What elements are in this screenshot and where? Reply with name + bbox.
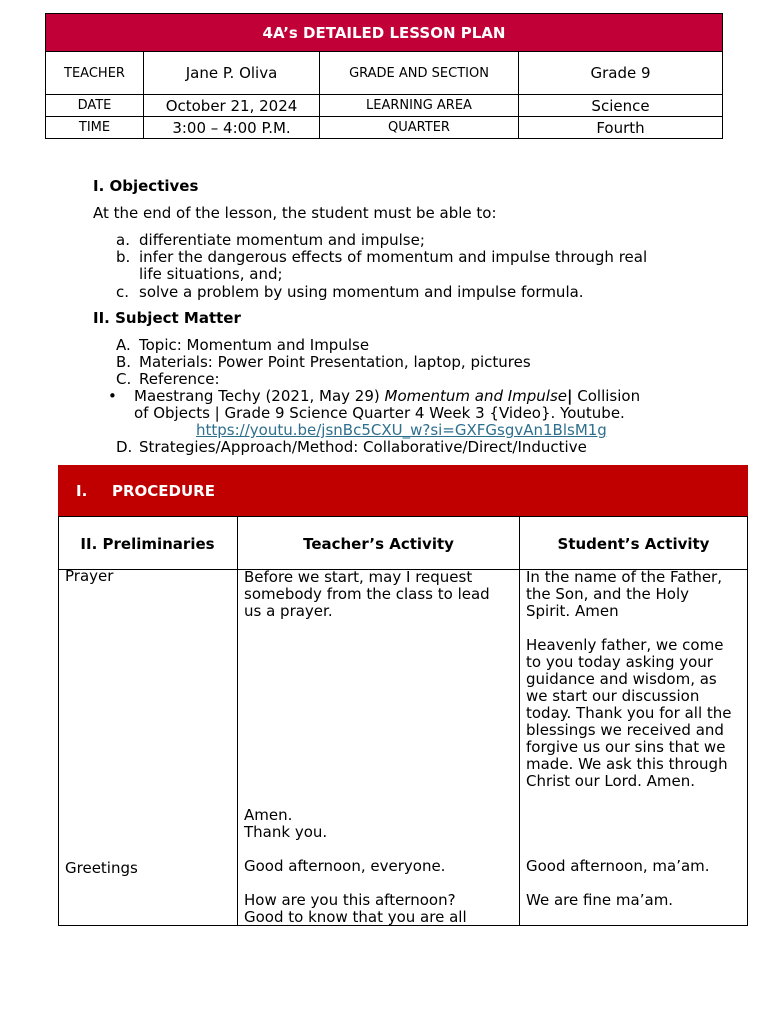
grade-section-value: Grade 9 xyxy=(519,52,723,95)
subject-marker: C. xyxy=(116,370,132,388)
objective-item-continued: life situations, and; xyxy=(139,265,283,283)
objectives-heading: I. Objectives xyxy=(93,177,199,195)
subject-item: Reference: xyxy=(139,370,220,388)
time-value: 3:00 – 4:00 P.M. xyxy=(144,117,320,139)
objective-marker: b. xyxy=(116,248,131,266)
quarter-label: QUARTER xyxy=(320,117,519,139)
objective-item: differentiate momentum and impulse; xyxy=(139,231,425,249)
table-divider xyxy=(519,516,520,926)
table-border-top xyxy=(58,516,748,517)
teacher-label: TEACHER xyxy=(46,52,144,95)
subject-marker: D. xyxy=(116,438,133,456)
procedure-table xyxy=(58,516,748,926)
reference-citation xyxy=(134,388,640,405)
grade-section-label: GRADE AND SECTION xyxy=(320,52,519,95)
subject-item: Materials: Power Point Presentation, laptop, pictures xyxy=(139,353,531,371)
greetings-student-text: Good afternoon, ma’am. xyxy=(526,857,710,875)
subject-item: Topic: Momentum and Impulse xyxy=(139,336,370,354)
prayer-teacher-response: Amen. Thank you. xyxy=(244,806,328,841)
table-border-right xyxy=(747,516,748,926)
objective-marker: a. xyxy=(116,231,130,249)
student-activity-column-header: Student’s Activity xyxy=(557,535,710,553)
table-border-left xyxy=(58,516,59,926)
learning-area-value: Science xyxy=(519,95,723,117)
procedure-number: I. xyxy=(76,482,88,500)
reference-bullet: • xyxy=(108,387,117,405)
subject-item-strategy: Strategies/Approach/Method: Collaborative/Direct/Inductive xyxy=(139,438,587,456)
subject-matter-heading: II. Subject Matter xyxy=(93,309,241,327)
time-label: TIME xyxy=(46,117,144,139)
reference-link[interactable]: https://youtu.be/jsnBc5CXU_w?si=GXFGsgvAn1BlsM1g xyxy=(196,421,607,439)
lesson-plan-title: 4A’s DETAILED LESSON PLAN xyxy=(46,14,723,52)
reference-title: Momentum and Impulse xyxy=(384,387,568,405)
procedure-header xyxy=(58,465,748,516)
reference-prefix: Maestrang Techy (2021, May 29) xyxy=(134,387,385,405)
subject-marker: A. xyxy=(116,336,131,354)
objective-marker: c. xyxy=(116,283,130,301)
reference-separator: | xyxy=(567,387,573,405)
learning-area-label: LEARNING AREA xyxy=(320,95,519,117)
table-divider xyxy=(237,516,238,926)
date-value: October 21, 2024 xyxy=(144,95,320,117)
subject-marker: B. xyxy=(116,353,132,371)
greetings-label: Greetings xyxy=(65,859,138,877)
greetings-student-text: We are fine ma’am. xyxy=(526,891,674,909)
date-label: DATE xyxy=(46,95,144,117)
reference-suffix: Collision xyxy=(572,387,641,405)
prayer-student-text: In the name of the Father, the Son, and the Holy Spirit. Amen xyxy=(526,568,722,620)
preliminaries-column-header: II. Preliminaries xyxy=(80,535,215,553)
prayer-label: Prayer xyxy=(65,567,114,585)
objective-item: solve a problem by using momentum and impulse formula. xyxy=(139,283,584,301)
greetings-teacher-text: How are you this afternoon? Good to know that you are all xyxy=(244,891,467,926)
lesson-plan-header-table xyxy=(45,13,723,139)
reference-citation-continued: of Objects | Grade 9 Science Quarter 4 Week 3 {Video}. Youtube. xyxy=(134,404,625,422)
objective-item: infer the dangerous effects of momentum and impulse through real xyxy=(139,248,648,266)
greetings-teacher-text: Good afternoon, everyone. xyxy=(244,857,446,875)
prayer-student-text: Heavenly father, we come to you today asking your guidance and wisdom, as we start our discussion today. Thank you for all the blessings we received and forgive us our sins that we made. We ask this through Christ our Lord. Amen. xyxy=(526,636,732,790)
procedure-title: PROCEDURE xyxy=(112,482,215,500)
prayer-teacher-text: Before we start, may I request somebody from the class to lead us a prayer. xyxy=(244,568,490,620)
teacher-value: Jane P. Oliva xyxy=(144,52,320,95)
teacher-activity-column-header: Teacher’s Activity xyxy=(303,535,454,553)
quarter-value: Fourth xyxy=(519,117,723,139)
objectives-intro: At the end of the lesson, the student must be able to: xyxy=(93,204,497,222)
